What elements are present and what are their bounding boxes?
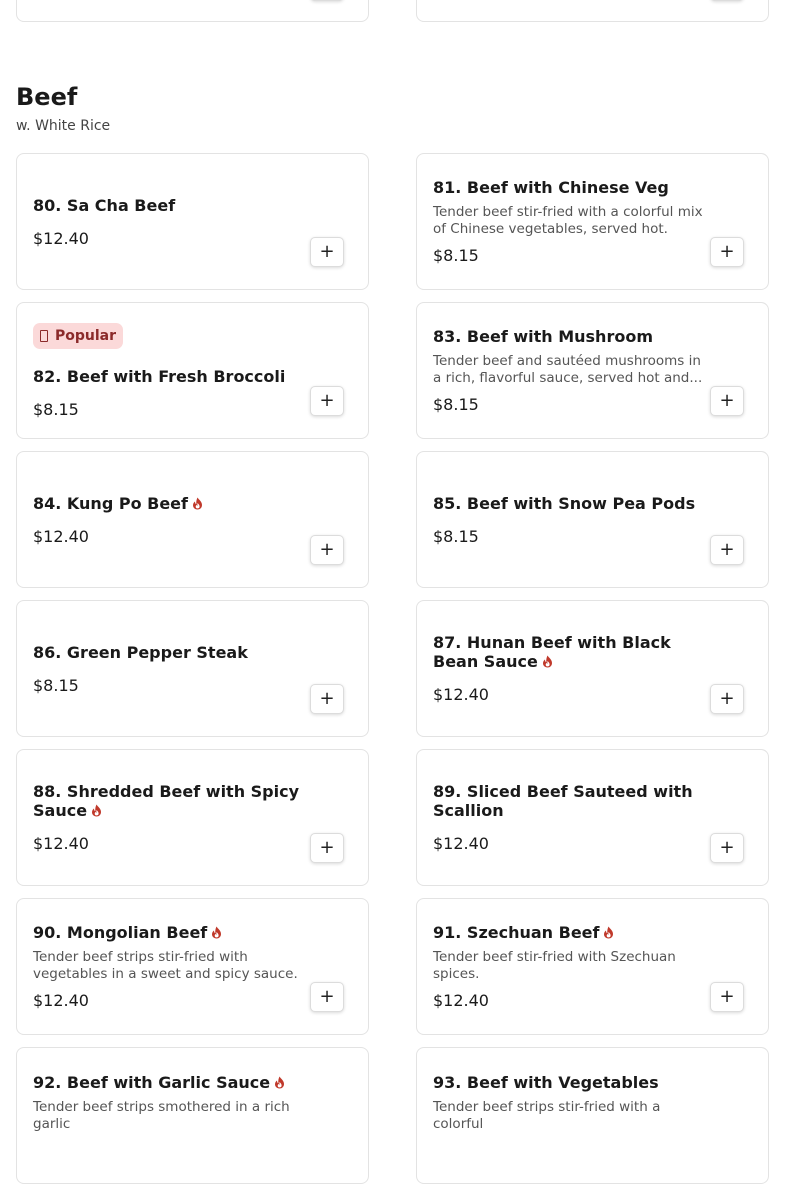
- menu-item-content: [33, 1048, 308, 1183]
- item-price: $12.40: [33, 526, 89, 546]
- item-name: [433, 1073, 708, 1092]
- item-name-text: 83. Beef with Mushroom: [433, 327, 653, 346]
- item-name: [33, 782, 308, 820]
- item-name-text: 90. Mongolian Beef: [33, 923, 208, 942]
- spicy-flame-icon: [603, 924, 614, 937]
- item-description: Tender beef strips stir-fried with a colorful: [433, 1099, 661, 1132]
- menu-item-card[interactable]: [16, 898, 369, 1035]
- item-description: Tender beef and sautéed mushrooms in a rich, flavorful sauce, served hot and...: [433, 353, 703, 386]
- menu-item-card[interactable]: [416, 600, 769, 737]
- spicy-flame-icon: [274, 1074, 285, 1087]
- menu-item-card-partial[interactable]: [16, 0, 369, 22]
- add-to-cart-button[interactable]: +: [710, 386, 744, 416]
- menu-item-content: [433, 601, 708, 736]
- spicy-flame-icon: [211, 924, 222, 937]
- item-price: $8.15: [433, 246, 479, 265]
- menu-item-content: [433, 154, 708, 289]
- item-name: [33, 494, 308, 513]
- section-subtitle: w. White Rice: [16, 118, 111, 134]
- item-name: [33, 643, 308, 662]
- menu-item-content: [433, 303, 708, 438]
- menu-item-card[interactable]: [16, 1047, 369, 1184]
- spicy-flame-icon: [91, 802, 102, 815]
- menu-item-content: [433, 899, 708, 1034]
- add-to-cart-button[interactable]: +: [710, 684, 744, 714]
- menu-item-card[interactable]: [16, 600, 369, 737]
- menu-item-content: [33, 750, 308, 885]
- item-price: $12.40: [33, 834, 89, 853]
- section-title: Beef: [16, 83, 78, 111]
- item-name-text: 86. Green Pepper Steak: [33, 642, 248, 662]
- item-name-text: 80. Sa Cha Beef: [33, 195, 176, 215]
- item-description: Tender beef stir-fried with a colorful mix of Chinese vegetables, served hot.: [433, 204, 703, 237]
- item-name-text: 93. Beef with Vegetables: [433, 1073, 659, 1092]
- item-price: $12.40: [433, 685, 489, 704]
- menu-item-card[interactable]: [16, 749, 369, 886]
- item-name: [33, 367, 308, 386]
- item-name: [33, 1073, 308, 1092]
- menu-item-content: [433, 1048, 708, 1183]
- item-name-text: 81. Beef with Chinese Veg: [433, 178, 669, 197]
- item-price: $8.15: [33, 399, 79, 419]
- item-name: [433, 327, 708, 346]
- item-name: [433, 494, 708, 513]
- spicy-flame-icon: [192, 495, 203, 508]
- add-to-cart-button[interactable]: +: [710, 237, 744, 267]
- item-price: $12.40: [33, 991, 89, 1010]
- item-price: $12.40: [433, 991, 489, 1010]
- item-name-text: 85. Beef with Snow Pea Pods: [433, 493, 696, 513]
- menu-item-card[interactable]: [416, 749, 769, 886]
- item-name: [433, 633, 708, 671]
- item-description: Tender beef strips stir-fried with vegetables in a sweet and spicy sauce.: [33, 949, 298, 982]
- menu-item-card[interactable]: [416, 302, 769, 439]
- menu-item-content: [433, 750, 708, 885]
- add-to-cart-button[interactable]: [310, 0, 344, 1]
- item-name-text: 91. Szechuan Beef: [433, 923, 600, 942]
- menu-item-content: [33, 303, 308, 438]
- item-name: [433, 178, 708, 197]
- menu-item-card[interactable]: [16, 302, 369, 439]
- item-description: Tender beef strips smothered in a rich garlic: [33, 1099, 290, 1132]
- item-price: $12.40: [33, 228, 89, 248]
- menu-item-content: [33, 452, 308, 587]
- item-price: $8.15: [433, 526, 479, 546]
- item-name: [433, 923, 708, 942]
- popular-label: Popular: [55, 327, 117, 344]
- item-name-text: 87. Hunan Beef with Black Bean Sauce: [433, 633, 671, 671]
- add-to-cart-button[interactable]: +: [710, 535, 744, 565]
- item-name: [33, 923, 308, 942]
- add-to-cart-button[interactable]: [710, 0, 744, 1]
- menu-item-content: [33, 899, 308, 1034]
- menu-item-content: [33, 601, 308, 736]
- item-price: $12.40: [433, 834, 489, 853]
- item-price: $8.15: [33, 675, 79, 695]
- menu-item-card[interactable]: [416, 898, 769, 1035]
- add-to-cart-button[interactable]: +: [310, 982, 344, 1012]
- menu-item-card[interactable]: [416, 1047, 769, 1184]
- menu-item-content: [33, 154, 308, 289]
- menu-item-card[interactable]: [16, 153, 369, 290]
- popular-icon: [40, 330, 48, 342]
- item-price: $8.15: [433, 395, 479, 414]
- item-description: Tender beef stir-fried with Szechuan spices.: [433, 949, 676, 982]
- menu-item-card-partial[interactable]: [416, 0, 769, 22]
- add-to-cart-button[interactable]: +: [710, 982, 744, 1012]
- menu-item-card[interactable]: [416, 451, 769, 588]
- add-to-cart-button[interactable]: +: [310, 535, 344, 565]
- add-to-cart-button[interactable]: +: [310, 237, 344, 267]
- item-name-text: 82. Beef with Fresh Broccoli: [33, 366, 286, 386]
- add-to-cart-button[interactable]: +: [310, 684, 344, 714]
- spicy-flame-icon: [542, 653, 553, 666]
- item-name-text: 92. Beef with Garlic Sauce: [33, 1073, 271, 1092]
- add-to-cart-button[interactable]: +: [310, 386, 344, 416]
- popular-badge: [33, 323, 123, 349]
- item-name: [433, 782, 708, 820]
- add-to-cart-button[interactable]: +: [710, 833, 744, 863]
- menu-item-card[interactable]: [416, 153, 769, 290]
- add-to-cart-button[interactable]: +: [310, 833, 344, 863]
- menu-item-card[interactable]: [16, 451, 369, 588]
- item-name-text: 88. Shredded Beef with Spicy Sauce: [33, 782, 300, 820]
- item-name: [33, 196, 308, 215]
- item-name-text: 84. Kung Po Beef: [33, 493, 188, 513]
- menu-item-content: [433, 452, 708, 587]
- item-name-text: 89. Sliced Beef Sauteed with Scallion: [433, 782, 693, 820]
